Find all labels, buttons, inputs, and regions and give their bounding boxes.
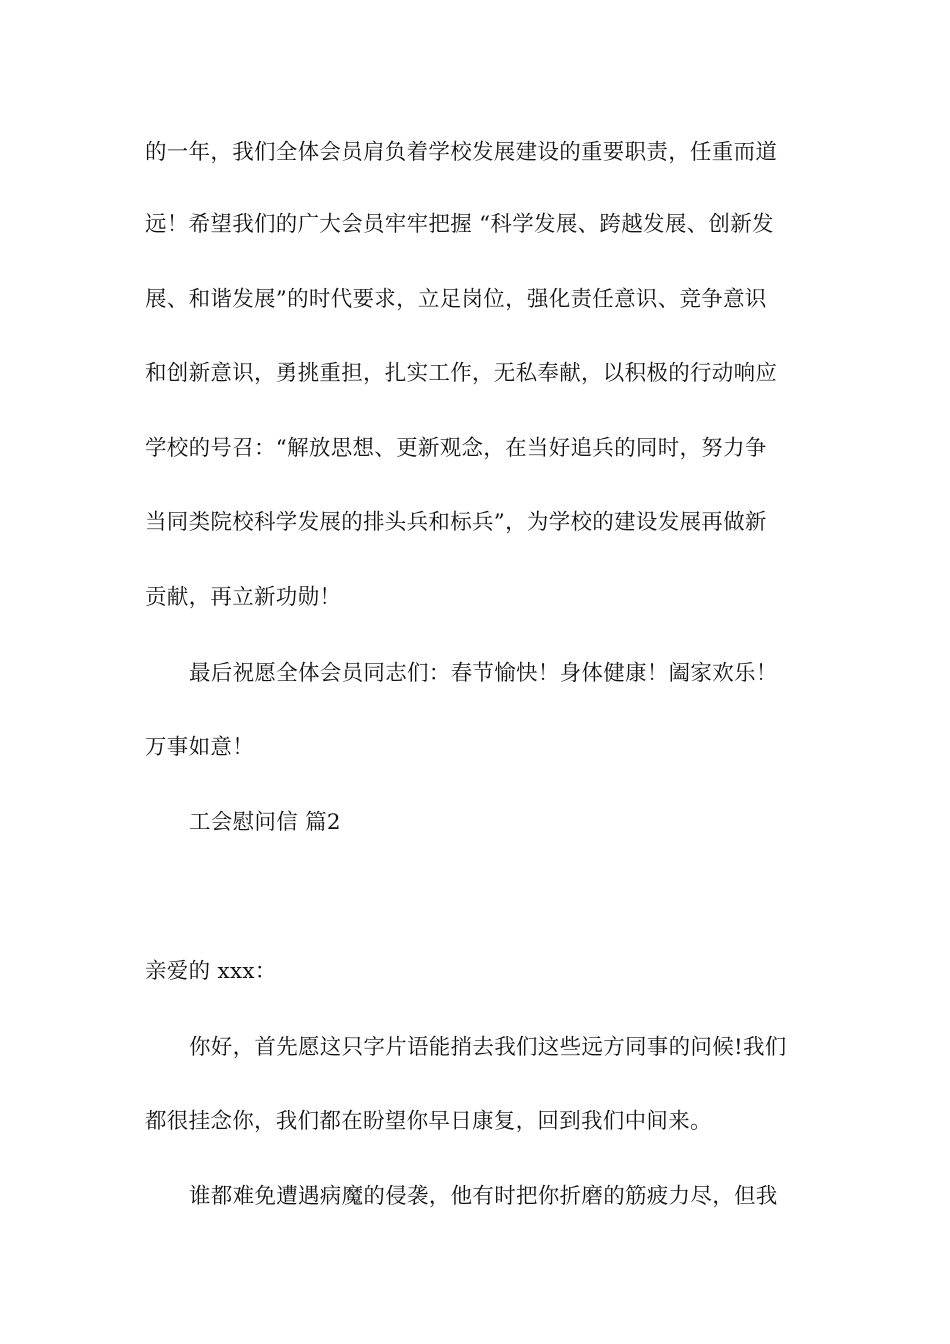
salutation: 亲爱的 xxx： (145, 959, 277, 984)
body-text-line: 当同类院校科学发展的排头兵和标兵”，为学校的建设发展再做新 (145, 510, 767, 535)
body-text-line: 谁都难免遭遇病魔的侵袭，他有时把你折磨的筋疲力尽，但我 (189, 1184, 778, 1209)
closing-wish-line: 最后祝愿全体会员同志们：春节愉快！身体健康！阖家欢乐！ (189, 661, 778, 686)
section-heading: 工会慰问信 篇2 (189, 810, 341, 835)
body-text-line: 贡献，再立新功勋！ (145, 585, 342, 610)
body-text-line: 的一年，我们全体会员肩负着学校发展建设的重要职责，任重而道 (145, 140, 778, 165)
body-text-line: 学校的号召：“解放思想、更新观念，在当好追兵的同时，努力争 (145, 436, 767, 461)
body-text-line: 远！希望我们的广大会员牢牢把握 “科学发展、跨越发展、创新发 (145, 212, 774, 237)
closing-wish-line: 万事如意！ (145, 735, 255, 760)
body-text-line: 展、和谐发展”的时代要求，立足岗位，强化责任意识、竞争意识 (145, 287, 767, 312)
body-text-line: 都很挂念你，我们都在盼望你早日康复，回到我们中间来。 (145, 1109, 712, 1134)
body-text-line: 你好，首先愿这只字片语能捎去我们这些远方同事的问候!我们 (189, 1035, 787, 1060)
body-text-line: 和创新意识，勇挑重担，扎实工作，无私奉献，以积极的行动响应 (145, 361, 778, 386)
